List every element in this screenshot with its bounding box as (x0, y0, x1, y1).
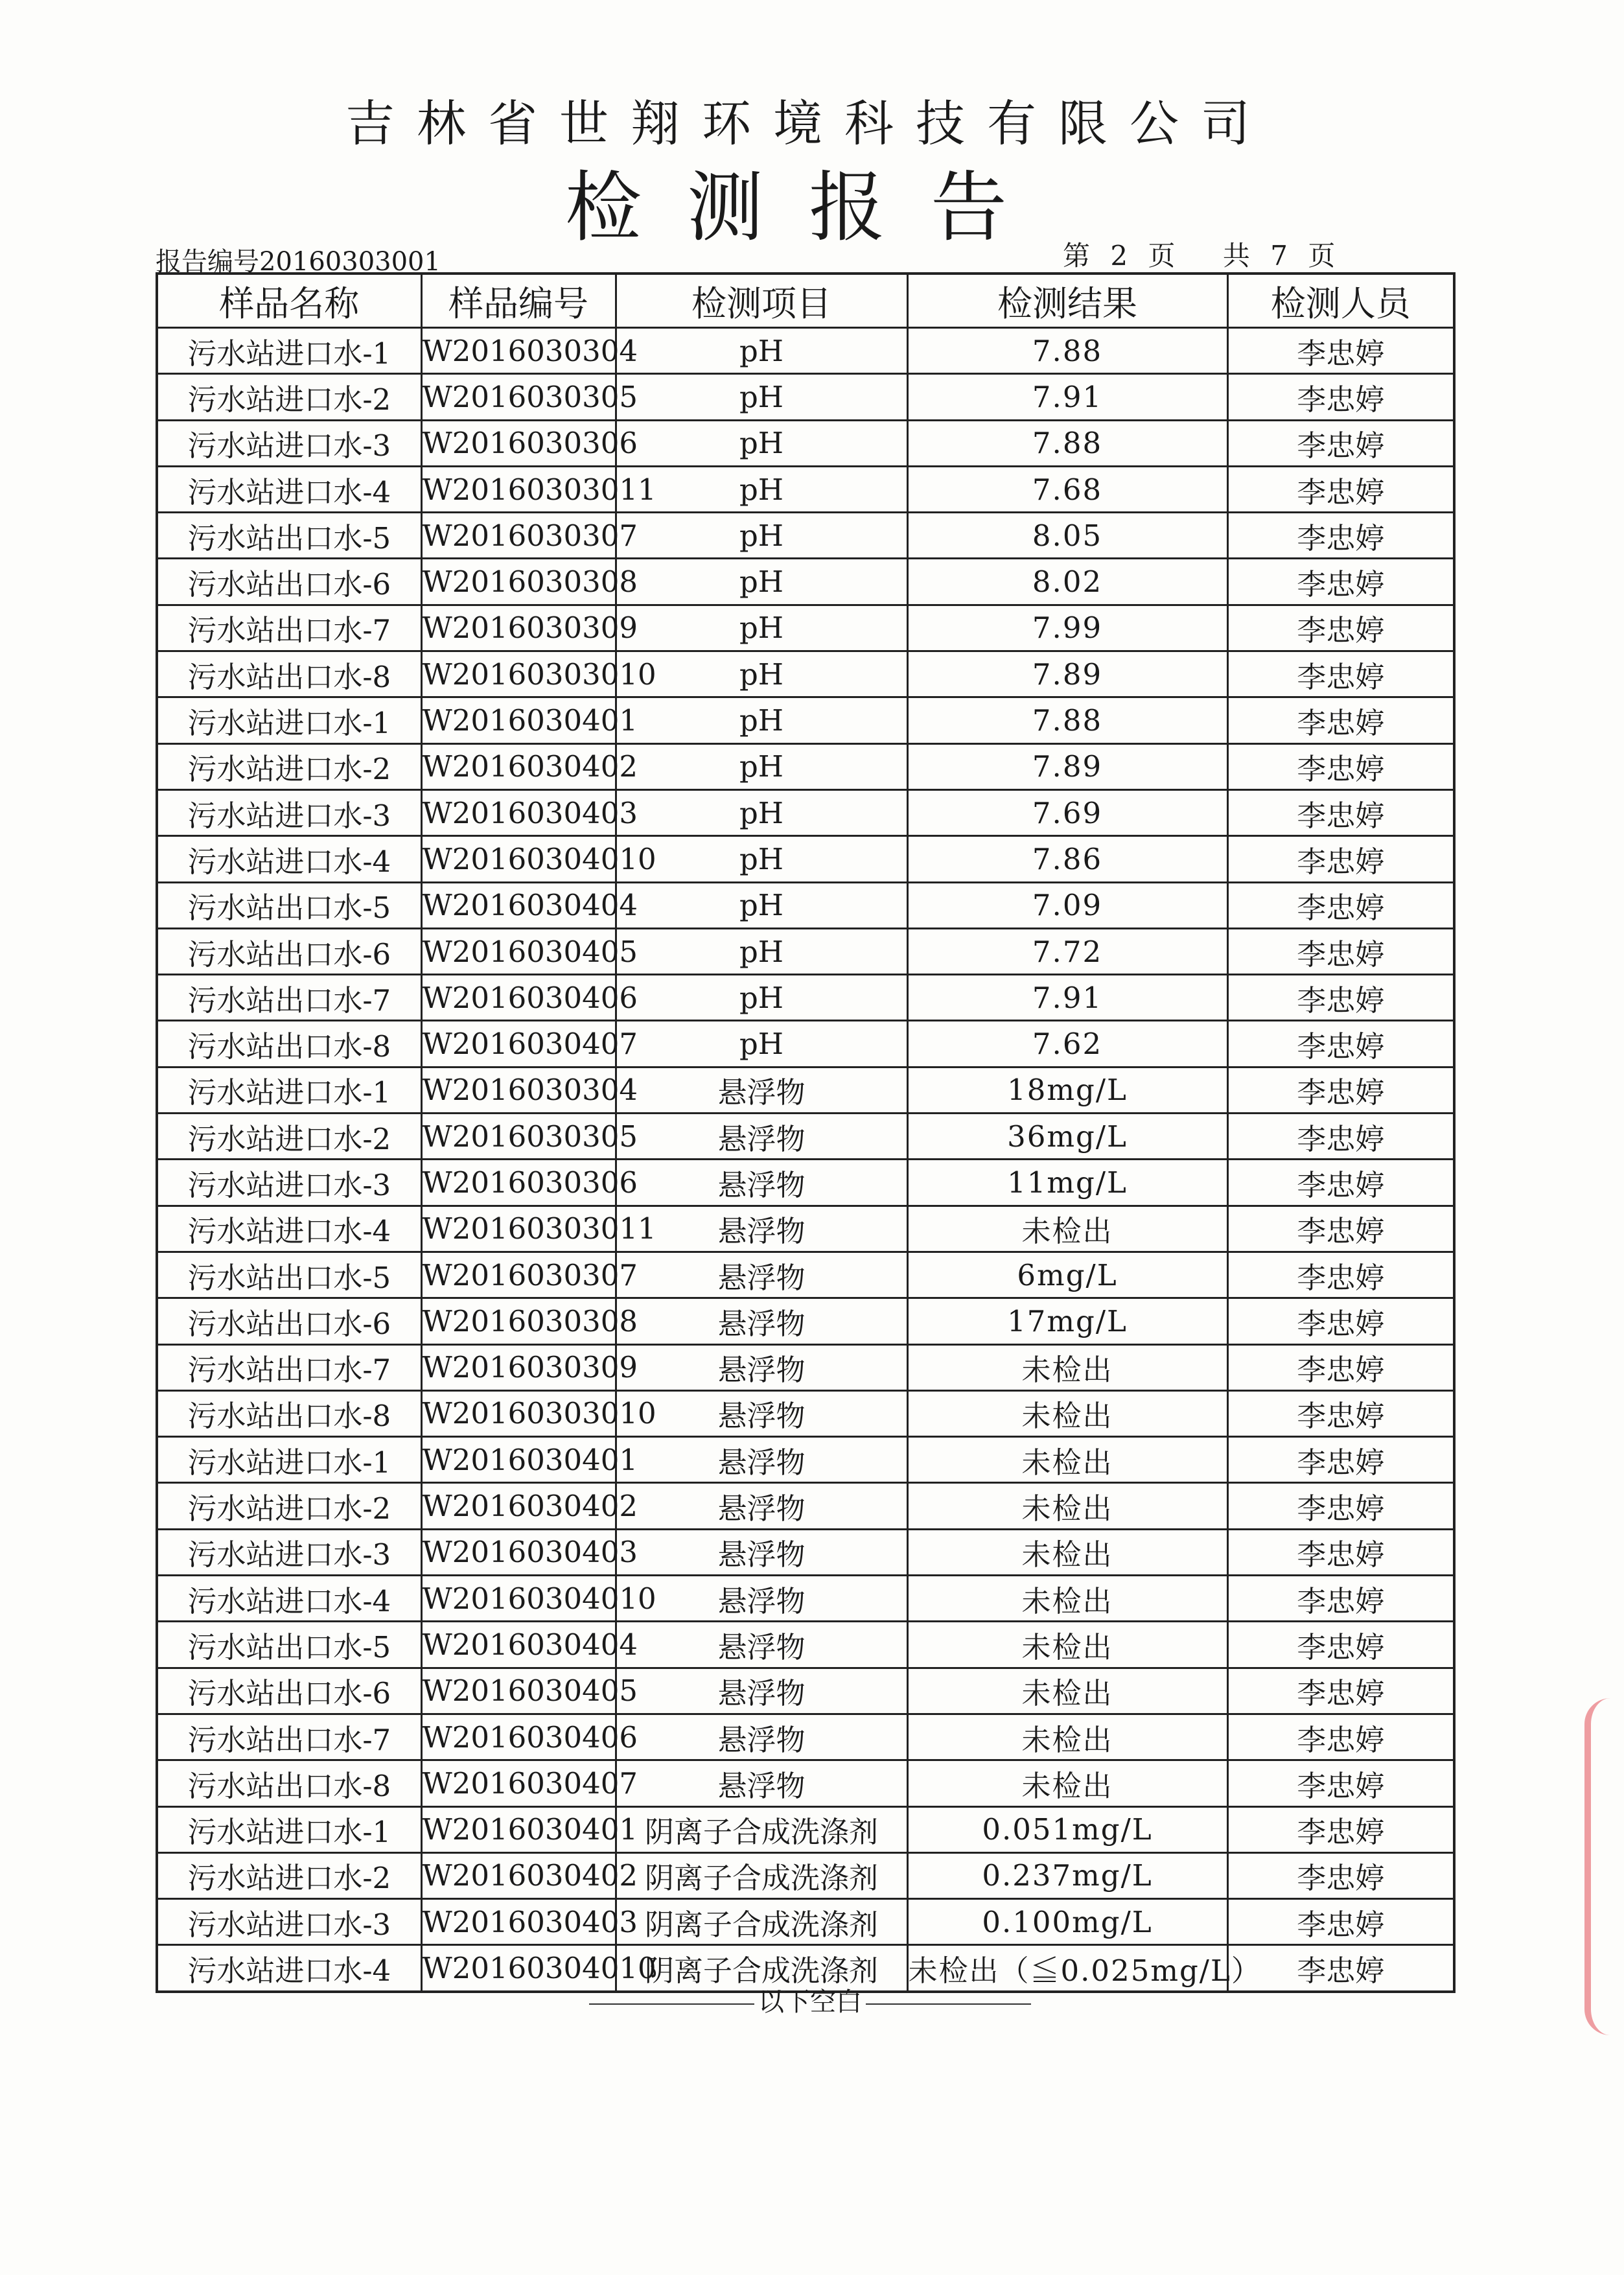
table-row (157, 1252, 1454, 1298)
test-item-cell: 阴离子合成洗涤剂 (616, 1806, 907, 1852)
test-result-cell: 未检出 (907, 1622, 1227, 1668)
table-row (157, 1714, 1454, 1760)
test-result-cell: 未检出 (907, 1714, 1227, 1760)
sample-name-cell: 污水站进口水-4 (157, 1945, 421, 1992)
inspector-cell: 李忠婷 (1227, 328, 1454, 374)
table-row (157, 882, 1454, 928)
sample-number-cell: W2016030403 (421, 1899, 616, 1945)
test-result-cell: 7.99 (907, 605, 1227, 651)
table-row (157, 328, 1454, 374)
table-row (157, 466, 1454, 512)
table-row (157, 1483, 1454, 1529)
inspector-cell: 李忠婷 (1227, 1899, 1454, 1945)
inspector-cell: 李忠婷 (1227, 466, 1454, 512)
sample-name-cell: 污水站出口水-5 (157, 882, 421, 928)
inspector-cell: 李忠婷 (1227, 1067, 1454, 1113)
test-result-cell: 7.91 (907, 374, 1227, 420)
sample-number-cell: W2016030401 (421, 1806, 616, 1852)
inspector-cell: 李忠婷 (1227, 1437, 1454, 1483)
page-label-suffix: 页 (1308, 240, 1336, 272)
test-result-cell: 未检出 (907, 1437, 1227, 1483)
table-row (157, 420, 1454, 466)
company-name: 吉林省世翔环境科技有限公司 (345, 95, 1272, 152)
sample-number-cell: W2016030309 (421, 1344, 616, 1390)
test-result-cell: 7.69 (907, 789, 1227, 835)
inspector-cell: 李忠婷 (1227, 789, 1454, 835)
table-row (157, 1390, 1454, 1436)
page-current: 2 (1110, 240, 1128, 272)
test-result-cell: 未检出 (907, 1760, 1227, 1806)
table-row (157, 789, 1454, 835)
test-item-cell: pH (616, 605, 907, 651)
test-item-cell: 悬浮物 (616, 1576, 907, 1622)
test-result-cell: 7.88 (907, 328, 1227, 374)
sample-number-cell: W2016030405 (421, 1668, 616, 1714)
table-row (157, 1622, 1454, 1668)
sample-number-cell: W20160304010 (421, 1945, 616, 1992)
test-item-cell: 阴离子合成洗涤剂 (616, 1945, 907, 1992)
inspector-cell: 李忠婷 (1227, 1252, 1454, 1298)
test-result-cell: 0.237mg/L (907, 1852, 1227, 1898)
test-result-cell: 未检出（≦0.025mg/L） (907, 1945, 1227, 1992)
table-row (157, 374, 1454, 420)
sample-name-cell: 污水站进口水-2 (157, 743, 421, 789)
sample-name-cell: 污水站出口水-7 (157, 605, 421, 651)
test-result-cell: 8.05 (907, 513, 1227, 559)
test-item-cell: 悬浮物 (616, 1390, 907, 1436)
test-result-cell: 未检出 (907, 1668, 1227, 1714)
test-result-cell: 未检出 (907, 1529, 1227, 1575)
sample-name-cell: 污水站出口水-8 (157, 1390, 421, 1436)
sample-name-cell: 污水站进口水-1 (157, 328, 421, 374)
sample-name-cell: 污水站进口水-3 (157, 420, 421, 466)
table-row (157, 559, 1454, 605)
sample-number-cell: W2016030402 (421, 1852, 616, 1898)
test-result-cell: 0.051mg/L (907, 1806, 1227, 1852)
test-result-cell: 8.02 (907, 559, 1227, 605)
sample-name-cell: 污水站出口水-7 (157, 1714, 421, 1760)
table-row (157, 1899, 1454, 1945)
column-header: 样品名称 (157, 274, 421, 328)
sample-name-cell: 污水站进口水-3 (157, 1899, 421, 1945)
test-result-cell: 11mg/L (907, 1160, 1227, 1206)
table-row (157, 651, 1454, 697)
test-item-cell: pH (616, 743, 907, 789)
test-item-cell: pH (616, 928, 907, 974)
test-item-cell: 悬浮物 (616, 1298, 907, 1344)
test-item-cell: pH (616, 513, 907, 559)
sample-name-cell: 污水站进口水-4 (157, 836, 421, 882)
table-row (157, 605, 1454, 651)
table-row (157, 1760, 1454, 1806)
inspector-cell: 李忠婷 (1227, 420, 1454, 466)
sample-number-cell: W2016030306 (421, 1160, 616, 1206)
sample-number-cell: W2016030405 (421, 928, 616, 974)
end-of-report-line (570, 1981, 1050, 2018)
inspector-cell: 李忠婷 (1227, 928, 1454, 974)
test-item-cell: 悬浮物 (616, 1483, 907, 1529)
test-result-cell: 未检出 (907, 1390, 1227, 1436)
column-header: 检测人员 (1227, 274, 1454, 328)
divider (589, 2003, 754, 2005)
inspector-cell: 李忠婷 (1227, 743, 1454, 789)
sample-number-cell: W2016030402 (421, 743, 616, 789)
sample-name-cell: 污水站出口水-6 (157, 1668, 421, 1714)
table-row (157, 697, 1454, 743)
page-label-prefix: 第 (1063, 240, 1091, 272)
test-item-cell: 悬浮物 (616, 1529, 907, 1575)
test-item-cell: pH (616, 1021, 907, 1067)
table-row (157, 1160, 1454, 1206)
test-item-cell: 悬浮物 (616, 1714, 907, 1760)
table-row (157, 513, 1454, 559)
inspector-cell: 李忠婷 (1227, 1344, 1454, 1390)
test-item-cell: 悬浮物 (616, 1344, 907, 1390)
table-row (157, 975, 1454, 1021)
sample-number-cell: W2016030402 (421, 1483, 616, 1529)
table-row (157, 1529, 1454, 1575)
sample-name-cell: 污水站进口水-4 (157, 1206, 421, 1252)
test-item-cell: 悬浮物 (616, 1160, 907, 1206)
sample-name-cell: 污水站进口水-3 (157, 1160, 421, 1206)
inspector-cell: 李忠婷 (1227, 1114, 1454, 1160)
page-label-mid: 页 (1148, 240, 1176, 272)
test-item-cell: pH (616, 374, 907, 420)
sample-number-cell: W2016030308 (421, 559, 616, 605)
inspector-cell: 李忠婷 (1227, 1390, 1454, 1436)
inspector-cell: 李忠婷 (1227, 559, 1454, 605)
inspector-cell: 李忠婷 (1227, 975, 1454, 1021)
column-header: 样品编号 (421, 274, 616, 328)
report-number: 报告编号20160303001 (156, 247, 441, 277)
sample-number-cell: W2016030304 (421, 1067, 616, 1113)
test-item-cell: pH (616, 328, 907, 374)
sample-number-cell: W20160303011 (421, 466, 616, 512)
test-item-cell: 悬浮物 (616, 1622, 907, 1668)
sample-name-cell: 污水站进口水-3 (157, 789, 421, 835)
table-row (157, 1576, 1454, 1622)
inspector-cell: 李忠婷 (1227, 605, 1454, 651)
table-row (157, 1021, 1454, 1067)
test-item-cell: 悬浮物 (616, 1760, 907, 1806)
table-row (157, 1344, 1454, 1390)
sample-name-cell: 污水站进口水-1 (157, 697, 421, 743)
test-result-cell: 17mg/L (907, 1298, 1227, 1344)
page-total-prefix: 共 (1222, 240, 1250, 272)
inspector-cell: 李忠婷 (1227, 1945, 1454, 1992)
sample-number-cell: W2016030304 (421, 328, 616, 374)
column-header: 检测项目 (616, 274, 907, 328)
test-result-cell: 7.72 (907, 928, 1227, 974)
test-item-cell: 阴离子合成洗涤剂 (616, 1852, 907, 1898)
sample-number-cell: W20160303010 (421, 651, 616, 697)
sample-name-cell: 污水站进口水-2 (157, 374, 421, 420)
sample-number-cell: W2016030404 (421, 882, 616, 928)
inspector-cell: 李忠婷 (1227, 1298, 1454, 1344)
test-result-cell: 7.88 (907, 420, 1227, 466)
test-item-cell: 悬浮物 (616, 1668, 907, 1714)
test-item-cell: pH (616, 882, 907, 928)
table-row (157, 1852, 1454, 1898)
test-item-cell: 悬浮物 (616, 1437, 907, 1483)
sample-name-cell: 污水站进口水-3 (157, 1529, 421, 1575)
table-row (157, 1298, 1454, 1344)
inspector-cell: 李忠婷 (1227, 513, 1454, 559)
test-item-cell: pH (616, 789, 907, 835)
inspector-cell: 李忠婷 (1227, 1806, 1454, 1852)
sample-name-cell: 污水站出口水-5 (157, 513, 421, 559)
test-item-cell: pH (616, 651, 907, 697)
sample-number-cell: W2016030403 (421, 1529, 616, 1575)
inspector-cell: 李忠婷 (1227, 1576, 1454, 1622)
inspector-cell: 李忠婷 (1227, 1529, 1454, 1575)
sample-name-cell: 污水站出口水-7 (157, 1344, 421, 1390)
sample-number-cell: W2016030404 (421, 1622, 616, 1668)
inspector-cell: 李忠婷 (1227, 374, 1454, 420)
sample-name-cell: 污水站出口水-6 (157, 559, 421, 605)
test-item-cell: pH (616, 697, 907, 743)
inspector-cell: 李忠婷 (1227, 1760, 1454, 1806)
sample-name-cell: 污水站进口水-1 (157, 1806, 421, 1852)
sample-number-cell: W2016030407 (421, 1760, 616, 1806)
page-indicator (1063, 235, 1335, 274)
sample-number-cell: W2016030403 (421, 789, 616, 835)
test-item-cell: pH (616, 420, 907, 466)
inspector-cell: 李忠婷 (1227, 1852, 1454, 1898)
sample-number-cell: W2016030307 (421, 1252, 616, 1298)
sample-name-cell: 污水站出口水-7 (157, 975, 421, 1021)
table-header-row (157, 274, 1454, 328)
table-row (157, 928, 1454, 974)
test-item-cell: 阴离子合成洗涤剂 (616, 1899, 907, 1945)
inspector-cell: 李忠婷 (1227, 697, 1454, 743)
test-result-cell: 7.86 (907, 836, 1227, 882)
divider (866, 2003, 1031, 2005)
test-item-cell: 悬浮物 (616, 1067, 907, 1113)
test-item-cell: 悬浮物 (616, 1206, 907, 1252)
table-row (157, 1114, 1454, 1160)
table-row (157, 743, 1454, 789)
test-result-cell: 7.88 (907, 697, 1227, 743)
inspector-cell: 李忠婷 (1227, 1668, 1454, 1714)
test-result-cell: 未检出 (907, 1206, 1227, 1252)
report-title: 检测报告 (564, 163, 1052, 252)
sample-name-cell: 污水站进口水-1 (157, 1437, 421, 1483)
inspector-cell: 李忠婷 (1227, 1160, 1454, 1206)
test-result-cell: 7.62 (907, 1021, 1227, 1067)
sample-number-cell: W2016030307 (421, 513, 616, 559)
test-result-cell: 未检出 (907, 1483, 1227, 1529)
test-result-cell: 未检出 (907, 1344, 1227, 1390)
inspector-cell: 李忠婷 (1227, 651, 1454, 697)
results-table (156, 272, 1456, 1993)
sample-number-cell: W2016030308 (421, 1298, 616, 1344)
sample-name-cell: 污水站进口水-2 (157, 1483, 421, 1529)
sample-name-cell: 污水站进口水-1 (157, 1067, 421, 1113)
inspector-cell: 李忠婷 (1227, 836, 1454, 882)
sample-name-cell: 污水站出口水-8 (157, 1021, 421, 1067)
sample-number-cell: W2016030406 (421, 1714, 616, 1760)
test-result-cell: 未检出 (907, 1576, 1227, 1622)
test-result-cell: 7.09 (907, 882, 1227, 928)
test-item-cell: pH (616, 836, 907, 882)
sample-number-cell: W20160304010 (421, 1576, 616, 1622)
inspector-cell: 李忠婷 (1227, 882, 1454, 928)
table-row (157, 836, 1454, 882)
sample-name-cell: 污水站出口水-6 (157, 1298, 421, 1344)
sample-number-cell: W2016030305 (421, 374, 616, 420)
test-item-cell: 悬浮物 (616, 1114, 907, 1160)
inspector-cell: 李忠婷 (1227, 1206, 1454, 1252)
table-row (157, 1806, 1454, 1852)
sample-number-cell: W20160304010 (421, 836, 616, 882)
table-row (157, 1668, 1454, 1714)
test-item-cell: pH (616, 559, 907, 605)
test-result-cell: 0.100mg/L (907, 1899, 1227, 1945)
sample-name-cell: 污水站出口水-5 (157, 1622, 421, 1668)
sample-number-cell: W20160303010 (421, 1390, 616, 1436)
inspector-cell: 李忠婷 (1227, 1714, 1454, 1760)
sample-name-cell: 污水站进口水-4 (157, 466, 421, 512)
seal-stamp (1584, 1698, 1624, 2035)
sample-name-cell: 污水站出口水-8 (157, 651, 421, 697)
sample-name-cell: 污水站进口水-2 (157, 1114, 421, 1160)
test-item-cell: pH (616, 975, 907, 1021)
test-result-cell: 7.89 (907, 743, 1227, 789)
sample-name-cell: 污水站进口水-4 (157, 1576, 421, 1622)
test-result-cell: 36mg/L (907, 1114, 1227, 1160)
sample-number-cell: W2016030305 (421, 1114, 616, 1160)
sample-name-cell: 污水站出口水-6 (157, 928, 421, 974)
test-result-cell: 7.89 (907, 651, 1227, 697)
page-total: 7 (1270, 240, 1288, 272)
sample-number-cell: W20160303011 (421, 1206, 616, 1252)
sample-number-cell: W2016030407 (421, 1021, 616, 1067)
test-item-cell: pH (616, 466, 907, 512)
table-row (157, 1067, 1454, 1113)
test-result-cell: 7.91 (907, 975, 1227, 1021)
end-note: 以下空白 (758, 1987, 862, 2017)
table-row (157, 1437, 1454, 1483)
inspector-cell: 李忠婷 (1227, 1021, 1454, 1067)
test-result-cell: 18mg/L (907, 1067, 1227, 1113)
column-header: 检测结果 (907, 274, 1227, 328)
sample-number-cell: W2016030309 (421, 605, 616, 651)
table-body (157, 328, 1454, 1992)
test-result-cell: 7.68 (907, 466, 1227, 512)
sample-number-cell: W2016030401 (421, 697, 616, 743)
test-item-cell: 悬浮物 (616, 1252, 907, 1298)
sample-number-cell: W2016030306 (421, 420, 616, 466)
sample-number-cell: W2016030401 (421, 1437, 616, 1483)
sample-name-cell: 污水站出口水-5 (157, 1252, 421, 1298)
inspector-cell: 李忠婷 (1227, 1622, 1454, 1668)
sample-number-cell: W2016030406 (421, 975, 616, 1021)
sample-name-cell: 污水站出口水-8 (157, 1760, 421, 1806)
test-result-cell: 6mg/L (907, 1252, 1227, 1298)
table-row (157, 1206, 1454, 1252)
inspector-cell: 李忠婷 (1227, 1483, 1454, 1529)
sample-name-cell: 污水站进口水-2 (157, 1852, 421, 1898)
